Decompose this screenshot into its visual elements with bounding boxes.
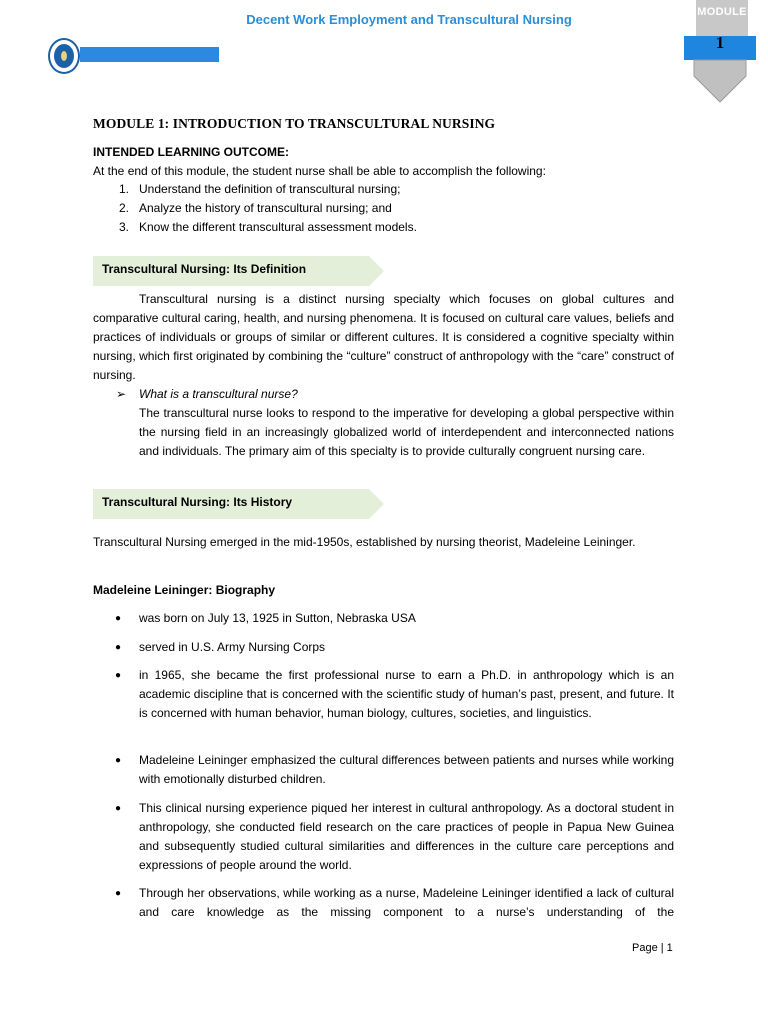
page-number: Page | 1 [632,942,673,954]
bullet-text: in 1965, she became the first professional nurse to earn a Ph.D. in anthropology which is an academic discipline that is concerned with the scientific study of human’s past, present, and future. It is concerned with human behavior, human biology, cultures, societies, and linguistics. [139,668,674,720]
bullet-text: Through her observations, while working as a nurse, Madeleine Leininger identified a lack of cultural and care knowledge as the missing component to a nurse’s understanding of the [139,886,674,919]
learning-outcome-heading: INTENDED LEARNING OUTCOME: [93,145,289,159]
definition-answer: The transcultural nurse looks to respond to the imperative for developing a global perspective within the nursing field in an increasingly globalized world of interdependent and interconnected nations and individuals. The primary aim of this specialty is to provide culturally congruent nursing care. [139,406,674,458]
bullet-icon: ● [115,642,122,653]
outcome-number: 2. [118,201,129,215]
definition-question: What is a transcultural nurse? [139,387,298,401]
module-heading: MODULE 1: INTRODUCTION TO TRANSCULTURAL NURSING [93,116,496,131]
outcome-text: Analyze the history of transcultural nursing; and [139,201,392,215]
section-banner-definition [93,256,385,286]
outcome-number: 3. [118,220,129,234]
biography-heading: Madeleine Leininger: Biography [93,583,276,597]
module-number: 1 [715,33,725,52]
section-title: Transcultural Nursing: Its Definition [102,262,307,276]
module-label: MODULE [697,6,747,18]
history-paragraph: Transcultural Nursing emerged in the mid-1950s, established by nursing theorist, Madeleine Leininger. [93,535,636,549]
bullet-icon: ● [115,613,122,624]
bullet-icon: ● [115,803,122,814]
learning-outcome-intro: At the end of this module, the student nurse shall be able to accomplish the following: [93,164,546,178]
arrow-bullet-icon: ➢ [116,387,127,401]
school-seal-logo [48,38,80,74]
outcome-text: Know the different transcultural assessment models. [139,220,417,234]
bullet-icon: ● [115,670,122,681]
bullet-icon: ● [115,888,122,899]
section-banner-history [93,489,385,519]
bullet-text: was born on July 13, 1925 in Sutton, Nebraska USA [139,611,416,625]
outcome-number: 1. [118,182,129,196]
outcome-text: Understand the definition of transcultural nursing; [139,182,401,196]
bullet-icon: ● [115,755,122,766]
section-title: Transcultural Nursing: Its History [102,495,293,509]
bullet-text: This clinical nursing experience piqued her interest in cultural anthropology. As a doctoral student in anthropology, she conducted field research on the care practices of people in Papua New Guinea and subsequently studied cultural similarities and differences in the culture care perceptions and expressions of people around the world. [139,801,674,872]
header-accent-bar [80,47,219,62]
module-badge [684,0,756,104]
bullet-text: Madeleine Leininger emphasized the cultural differences between patients and nurses while working with emotionally disturbed children. [139,753,674,786]
bullet-text: served in U.S. Army Nursing Corps [139,640,326,654]
definition-paragraph: Transcultural nursing is a distinct nursing specialty which focuses on global cultures and comparative cultural caring, health, and nursing phenomena. It is focused on cultural care values, beliefs and practices of individuals or groups of similar or different cultures. It is considered a cognitive specialty within nursing, which first originated by combining the “culture” construct of anthropology with the “care” construct of nursing. [93,292,674,382]
document-header-title: Decent Work Employment and Transcultural Nursing [246,12,572,27]
